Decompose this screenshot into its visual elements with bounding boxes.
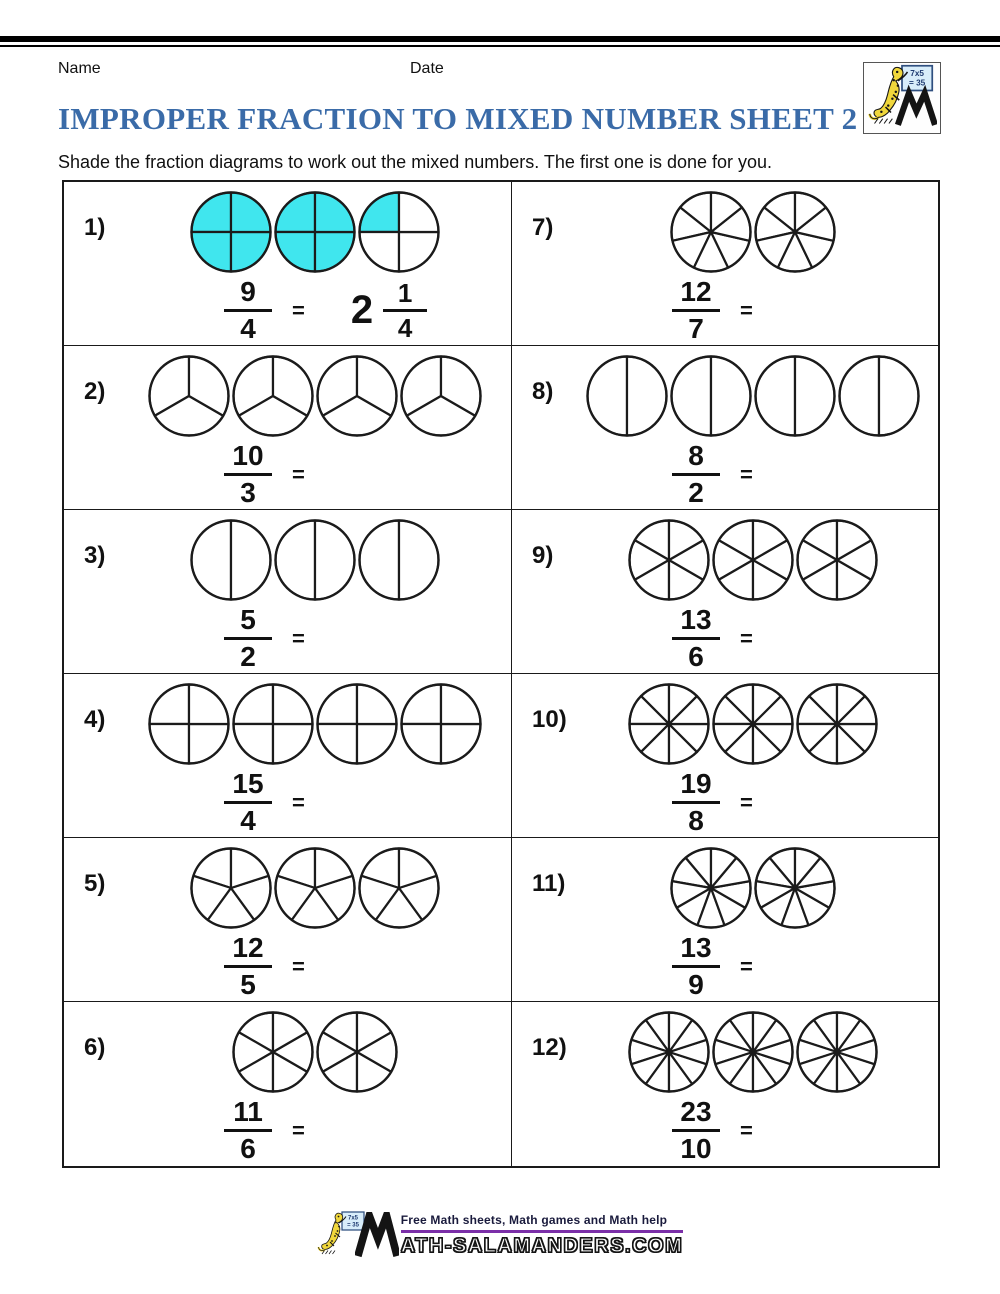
fraction-bar	[224, 309, 272, 312]
fraction-circle[interactable]	[357, 846, 441, 930]
improper-fraction	[672, 934, 720, 999]
fraction-circle[interactable]	[357, 190, 441, 274]
problem-cell	[512, 510, 938, 674]
equals-sign: =	[740, 789, 753, 815]
improper-fraction	[224, 442, 272, 507]
fraction-diagrams	[64, 354, 511, 438]
fraction-circle[interactable]	[669, 354, 753, 438]
answer-blank[interactable]	[329, 1111, 389, 1151]
fraction-circle[interactable]	[147, 354, 231, 438]
denominator: 2	[240, 641, 256, 672]
problem-cell	[64, 1002, 512, 1166]
problem-cell	[64, 510, 512, 674]
numerator: 13	[680, 932, 712, 963]
fraction-circle[interactable]	[711, 682, 795, 766]
equation-row	[224, 278, 511, 343]
problem-number: 8)	[532, 378, 554, 405]
denominator: 6	[688, 641, 704, 672]
problem-number: 10)	[532, 706, 567, 733]
fraction-circle[interactable]	[189, 190, 273, 274]
equation-row	[224, 442, 511, 507]
fraction-circle[interactable]	[273, 190, 357, 274]
improper-fraction	[672, 770, 720, 835]
denominator: 2	[688, 477, 704, 508]
problem-number: 4)	[84, 706, 106, 733]
logo-m-icon	[355, 1212, 399, 1258]
numerator: 8	[688, 440, 704, 471]
fraction-bar	[672, 801, 720, 804]
improper-fraction	[672, 278, 720, 343]
equals-sign: =	[740, 297, 753, 323]
salamander-logo-icon	[867, 63, 937, 134]
equals-sign: =	[740, 953, 753, 979]
problem-number: 9)	[532, 542, 554, 569]
problem-cell	[64, 838, 512, 1002]
name-label: Name	[58, 60, 101, 77]
numerator: 5	[240, 604, 256, 635]
answer-blank[interactable]	[777, 947, 837, 987]
equals-sign: =	[740, 1117, 753, 1143]
footer-divider	[401, 1230, 684, 1233]
instruction-text: Shade the fraction diagrams to work out the mixed numbers. The first one is done for you.	[58, 152, 773, 172]
problem-cell	[512, 182, 938, 346]
denominator: 9	[688, 969, 704, 1000]
equation-row	[224, 934, 511, 999]
fraction-diagrams	[512, 682, 938, 766]
equation-row	[224, 1098, 511, 1163]
problem-number: 3)	[84, 542, 106, 569]
top-rule-thick	[0, 36, 1000, 42]
date-label: Date	[410, 60, 444, 77]
answer-blank[interactable]	[777, 619, 837, 659]
problem-number: 12)	[532, 1034, 567, 1061]
fraction-diagrams	[64, 518, 511, 602]
problem-number: 5)	[84, 870, 106, 897]
answer-blank[interactable]	[329, 619, 389, 659]
fraction-diagrams	[512, 846, 938, 930]
fraction-circle[interactable]	[147, 682, 231, 766]
answer-blank[interactable]	[777, 291, 837, 331]
problem-cell	[64, 346, 512, 510]
fraction-circle[interactable]	[273, 846, 357, 930]
fraction-circle[interactable]	[795, 518, 879, 602]
equation-row	[672, 278, 938, 343]
fraction-circle[interactable]	[357, 518, 441, 602]
answer-blank[interactable]	[777, 455, 837, 495]
equation-row	[224, 770, 511, 835]
fraction-circle[interactable]	[753, 190, 837, 274]
equals-sign: =	[292, 461, 305, 487]
equation-row	[672, 934, 938, 999]
fraction-circle[interactable]	[837, 354, 921, 438]
fraction-circle[interactable]	[627, 1010, 711, 1094]
problem-number: 2)	[84, 378, 106, 405]
fraction-circle[interactable]	[669, 190, 753, 274]
fraction-circle[interactable]	[315, 354, 399, 438]
answer-fraction	[383, 280, 427, 341]
problem-number: 1)	[84, 214, 106, 241]
answer-whole: 2	[350, 288, 374, 332]
fraction-circle[interactable]	[711, 1010, 795, 1094]
equals-sign: =	[292, 297, 305, 323]
fraction-circle[interactable]	[585, 354, 669, 438]
fraction-bar	[672, 1129, 720, 1132]
improper-fraction	[224, 934, 272, 999]
fraction-bar	[383, 309, 427, 312]
footer-site-name: ATH-SALAMANDERS.COM	[400, 1235, 684, 1257]
problem-cell	[512, 674, 938, 838]
denominator: 4	[240, 313, 256, 344]
fraction-circle[interactable]	[753, 846, 837, 930]
fraction-bar	[672, 309, 720, 312]
denominator: 6	[240, 1133, 256, 1164]
fraction-circle[interactable]	[399, 682, 483, 766]
fraction-circle[interactable]	[711, 518, 795, 602]
fraction-circle[interactable]	[231, 1010, 315, 1094]
top-rule-thin	[0, 45, 1000, 47]
answer-blank[interactable]	[329, 455, 389, 495]
svg-text:= 35: = 35	[908, 78, 926, 88]
numerator: 23	[680, 1096, 712, 1127]
equation-row	[224, 606, 511, 671]
footer	[0, 1210, 1000, 1258]
improper-fraction	[672, 606, 720, 671]
denominator: 5	[240, 969, 256, 1000]
problem-cell	[512, 346, 938, 510]
fraction-bar	[672, 473, 720, 476]
fraction-circle[interactable]	[795, 682, 879, 766]
problem-cell	[512, 838, 938, 1002]
numerator: 15	[232, 768, 264, 799]
problem-cell	[512, 1002, 938, 1166]
answer-denominator: 4	[397, 313, 413, 343]
denominator: 4	[240, 805, 256, 836]
fraction-diagrams	[64, 190, 511, 274]
fraction-circle[interactable]	[669, 846, 753, 930]
numerator: 13	[680, 604, 712, 635]
fraction-diagrams	[64, 846, 511, 930]
fraction-bar	[672, 637, 720, 640]
equals-sign: =	[292, 1117, 305, 1143]
problem-cell	[64, 674, 512, 838]
equation-row	[672, 770, 938, 835]
denominator: 8	[688, 805, 704, 836]
fraction-bar	[224, 965, 272, 968]
answer-blank[interactable]	[329, 947, 389, 987]
fraction-circle[interactable]	[189, 518, 273, 602]
answer-blank[interactable]	[329, 783, 389, 823]
problem-number: 7)	[532, 214, 554, 241]
svg-text:7x5: 7x5	[347, 1215, 358, 1222]
equals-sign: =	[740, 625, 753, 651]
equation-row	[672, 442, 938, 507]
denominator: 7	[688, 313, 704, 344]
numerator: 12	[680, 276, 712, 307]
fraction-circle[interactable]	[189, 846, 273, 930]
mixed-number-answer	[351, 280, 427, 341]
fraction-circle[interactable]	[399, 354, 483, 438]
improper-fraction	[224, 1098, 272, 1163]
equation-row	[672, 606, 938, 671]
fraction-circle[interactable]	[231, 354, 315, 438]
fraction-circle[interactable]	[753, 354, 837, 438]
fraction-diagrams	[512, 518, 938, 602]
fraction-circle[interactable]	[315, 1010, 399, 1094]
problem-number: 11)	[532, 870, 566, 897]
fraction-circle[interactable]	[315, 682, 399, 766]
numerator: 10	[232, 440, 264, 471]
fraction-bar	[224, 801, 272, 804]
worksheet-grid	[62, 180, 940, 1168]
problem-cell	[64, 182, 512, 346]
improper-fraction	[672, 442, 720, 507]
fraction-diagrams	[512, 1010, 938, 1094]
fraction-bar	[224, 473, 272, 476]
page-title: IMPROPER FRACTION TO MIXED NUMBER SHEET 2	[58, 101, 858, 136]
equals-sign: =	[740, 461, 753, 487]
fraction-diagrams	[512, 190, 938, 274]
numerator: 12	[232, 932, 264, 963]
footer-tagline: Free Math sheets, Math games and Math help	[400, 1213, 668, 1227]
fraction-circle[interactable]	[627, 518, 711, 602]
numerator: 19	[680, 768, 712, 799]
improper-fraction	[224, 278, 272, 343]
problem-number: 6)	[84, 1034, 106, 1061]
fraction-circle[interactable]	[627, 682, 711, 766]
denominator: 3	[240, 477, 256, 508]
improper-fraction	[224, 770, 272, 835]
equals-sign: =	[292, 625, 305, 651]
fraction-bar	[224, 637, 272, 640]
fraction-bar	[672, 965, 720, 968]
equation-row	[672, 1098, 938, 1163]
math-salamanders-logo	[863, 62, 941, 134]
fraction-circle[interactable]	[273, 518, 357, 602]
answer-numerator: 1	[397, 278, 413, 308]
numerator: 11	[233, 1096, 263, 1127]
answer-blank[interactable]	[777, 783, 837, 823]
fraction-bar	[224, 1129, 272, 1132]
numerator: 9	[240, 276, 256, 307]
improper-fraction	[672, 1098, 720, 1163]
equals-sign: =	[292, 789, 305, 815]
svg-text:7x5: 7x5	[910, 68, 925, 78]
fraction-diagrams	[64, 1010, 511, 1094]
svg-text:= 35: = 35	[346, 1222, 359, 1229]
fraction-diagrams	[64, 682, 511, 766]
equals-sign: =	[292, 953, 305, 979]
fraction-circle[interactable]	[231, 682, 315, 766]
improper-fraction	[224, 606, 272, 671]
answer-blank[interactable]	[777, 1111, 837, 1151]
fraction-diagrams	[512, 354, 938, 438]
denominator: 10	[680, 1133, 712, 1164]
fraction-circle[interactable]	[795, 1010, 879, 1094]
